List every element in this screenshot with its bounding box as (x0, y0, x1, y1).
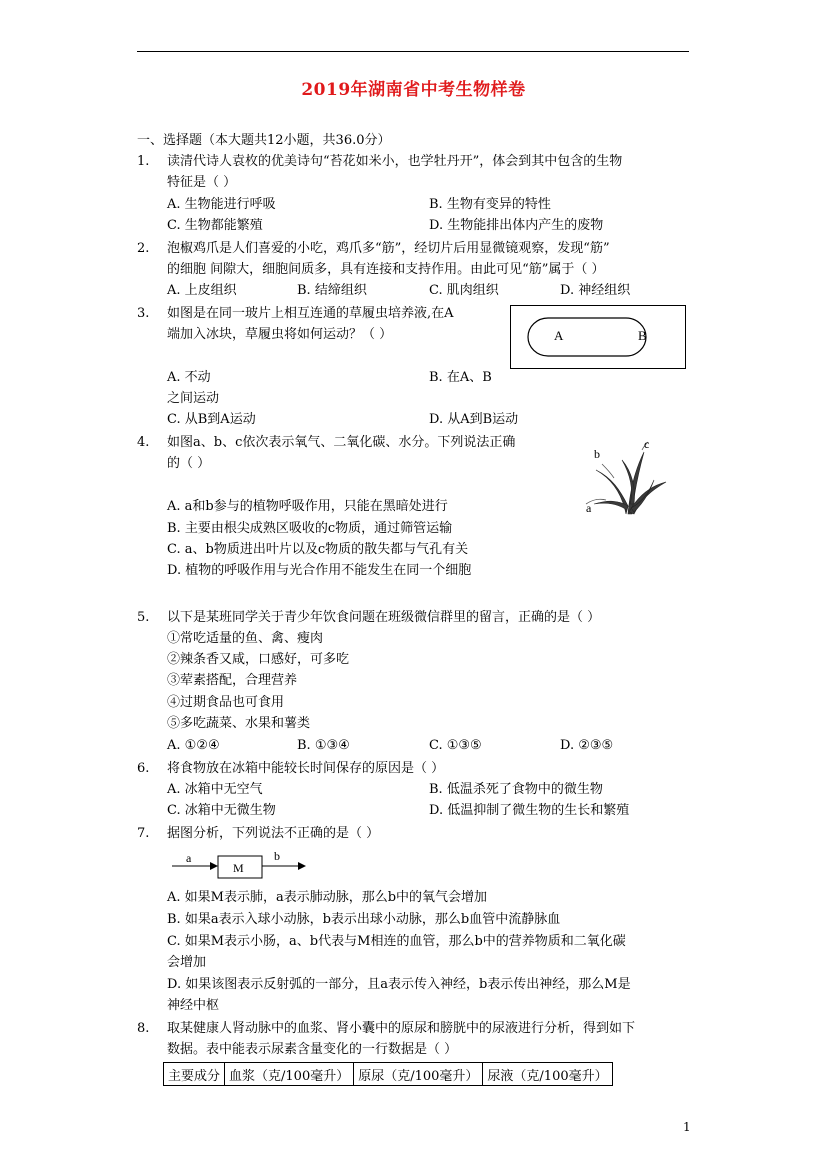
q4-option-a: A. a和b参与的植物呼吸作用，只能在黑暗处进行 (167, 499, 448, 514)
q1-option-c: C. 生物都能繁殖 (167, 218, 263, 233)
q3-option-c: C. 从B到A运动 (167, 412, 256, 427)
q7-number: 7. (137, 826, 150, 841)
table-header-cell: 原尿（克/100毫升） (354, 1063, 483, 1086)
q4-option-c: C. a、b物质进出叶片以及c物质的散失都与气孔有关 (167, 542, 469, 557)
q6-option-c: C. 冰箱中无微生物 (167, 803, 276, 818)
q7-label-m: M (233, 861, 244, 875)
q5-statement-4: ④过期食品也可食用 (167, 695, 285, 710)
q2-stem-line2: 的细胞 间隙大，细胞间质多，具有连接和支持作用。由此可见“筋”属于（ ） (167, 262, 605, 277)
q3-option-b-cont: 之间运动 (167, 391, 220, 406)
q1-option-b: B. 生物有变异的特性 (429, 197, 551, 212)
q3-number: 3. (137, 306, 150, 321)
table-row (164, 1063, 613, 1086)
q5-statement-5: ⑤多吃蔬菜、水果和薯类 (167, 716, 311, 731)
q1-option-d: D. 生物能排出体内产生的废物 (429, 218, 604, 233)
q8-number: 8. (137, 1021, 150, 1036)
q8-data-table (163, 1062, 613, 1086)
table-header-cell: 血浆（克/100毫升） (225, 1063, 354, 1086)
q5-stem: 以下是某班同学关于青少年饮食问题在班级微信群里的留言，正确的是（ ） (167, 610, 601, 625)
q7-option-b: B. 如果a表示入球小动脉，b表示出球小动脉，那么b血管中流静脉血 (167, 912, 561, 927)
q1-stem-line2: 特征是（ ） (167, 175, 237, 190)
q4-plant-leaves (594, 452, 666, 514)
q3-stem-line2: 端加入冰块，草履虫将如何运动？（ ） (167, 327, 393, 342)
q7-arrow-a-head (210, 862, 218, 870)
q4-label-c: c (644, 437, 650, 451)
table-header-cell: 主要成分 (164, 1063, 225, 1086)
q4-label-a: a (586, 501, 592, 515)
q7-option-a: A. 如果M表示肺，a表示肺动脉，那么b中的氧气会增加 (167, 890, 488, 905)
q8-stem-line2: 数据。表中能表示尿素含量变化的一行数据是（ ） (167, 1042, 458, 1057)
q3-option-d: D. 从A到B运动 (429, 412, 519, 427)
q5-option-a: A. ①②④ (167, 738, 220, 753)
q8-stem-line1: 取某健康人肾动脉中的血浆、肾小囊中的原尿和膀胱中的尿液进行分析，得到如下 (167, 1021, 636, 1036)
q7-label-a: a (186, 851, 192, 865)
q6-option-d: D. 低温抑制了微生物的生长和繁殖 (429, 803, 630, 818)
q1-stem-line1: 读清代诗人袁枚的优美诗句“苔花如米小，也学牡丹开”，体会到其中包含的生物 (167, 154, 623, 169)
q5-statement-2: ②辣条香又咸，口感好，可多吃 (167, 652, 350, 667)
q2-option-c: C. 肌肉组织 (429, 283, 499, 298)
q7-stem: 据图分析，下列说法不正确的是（ ） (167, 826, 380, 841)
q7-label-b: b (274, 849, 280, 863)
q6-number: 6. (137, 761, 150, 776)
q6-option-a: A. 冰箱中无空气 (167, 782, 263, 797)
q3-option-a: A. 不动 (167, 370, 211, 385)
page-title: 2019年湖南省中考生物样卷 (301, 80, 526, 100)
q5-option-c: C. ①③⑤ (429, 738, 482, 753)
q3-label-a: A (554, 328, 564, 343)
q3-paramecium-slide-figure (510, 305, 686, 369)
table-header-cell: 尿液（克/100毫升） (483, 1063, 612, 1086)
q4-label-b: b (594, 447, 600, 461)
q5-statement-3: ③荤素搭配，合理营养 (167, 673, 298, 688)
q2-option-d: D. 神经组织 (560, 283, 631, 298)
q1-option-a: A. 生物能进行呼吸 (167, 197, 276, 212)
q5-statement-1: ①常吃适量的鱼、禽、瘦肉 (167, 631, 324, 646)
section-heading: 一、选择题（本大题共12小题，共36.0分） (137, 133, 391, 148)
q2-stem-line1: 泡椒鸡爪是人们喜爱的小吃，鸡爪多“筋”，经切片后用显微镜观察，发现“筋” (167, 241, 610, 256)
q5-number: 5. (137, 610, 150, 625)
q7-option-c: C. 如果M表示小肠，a、b代表与M相连的血管，那么b中的营养物质和二氧化碳 (167, 934, 626, 949)
q5-option-d: D. ②③⑤ (560, 738, 614, 753)
q6-option-b: B. 低温杀死了食物中的微生物 (429, 782, 603, 797)
q7-option-d: D. 如果该图表示反射弧的一部分，且a表示传入神经，b表示传出神经，那么M是 (167, 977, 631, 992)
q7-option-d-cont: 神经中枢 (167, 998, 220, 1013)
q3-label-b: B (638, 328, 647, 343)
q7-flow-figure (170, 846, 310, 880)
q2-option-a: A. 上皮组织 (167, 283, 237, 298)
q7-arrow-b-head (298, 862, 306, 870)
q5-option-b: B. ①③④ (297, 738, 350, 753)
q4-plant-figure (582, 434, 672, 518)
q4-arrow-b (602, 464, 614, 478)
q3-option-b: B. 在A、B (429, 370, 492, 385)
q3-figure-frame (511, 306, 686, 369)
q1-number: 1. (137, 154, 150, 169)
page-number: 1 (683, 1120, 691, 1134)
q4-number: 4. (137, 435, 150, 450)
header-rule (137, 51, 689, 52)
q4-stem-line2: 的（ ） (167, 456, 211, 471)
q3-stem-line1: 如图是在同一玻片上相互连通的草履虫培养液,在A (167, 306, 454, 321)
q2-option-b: B. 结缔组织 (297, 283, 367, 298)
q4-stem-line1: 如图a、b、c依次表示氧气、二氧化碳、水分。下列说法正确 (167, 435, 516, 450)
q2-number: 2. (137, 241, 150, 256)
q4-option-d: D. 植物的呼吸作用与光合作用不能发生在同一个细胞 (167, 563, 472, 578)
q7-option-c-cont: 会增加 (167, 955, 207, 970)
q4-option-b: B. 主要由根尖成熟区吸收的c物质，通过筛管运输 (167, 521, 453, 536)
q6-stem: 将食物放在冰箱中能较长时间保存的原因是（ ） (167, 761, 445, 776)
